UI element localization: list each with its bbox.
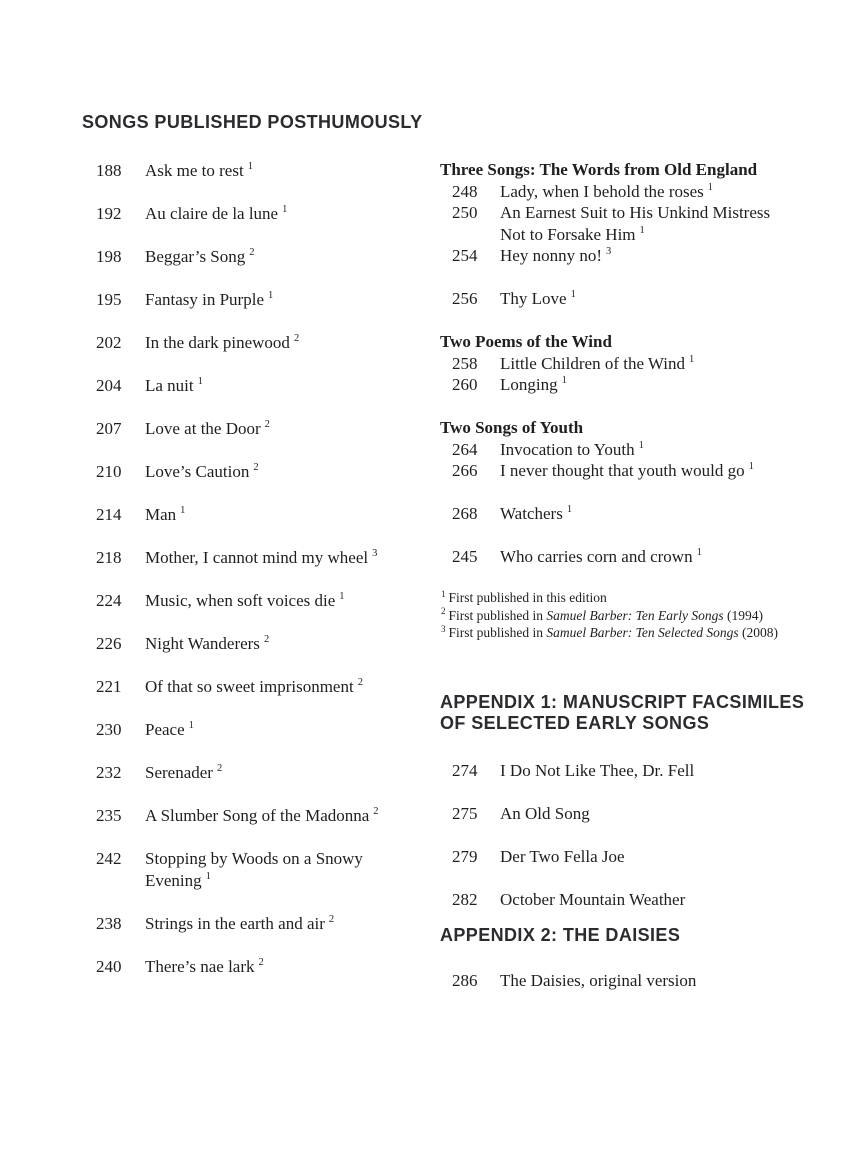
song-group xyxy=(440,159,850,267)
entry-title-line: Serenader xyxy=(145,763,213,782)
entry-title-line: An Old Song xyxy=(500,804,590,823)
entry-title-line: A Slumber Song of the Madonna xyxy=(145,806,370,825)
entry-title xyxy=(500,460,812,482)
footnote-marker: 2 xyxy=(263,634,270,646)
entry-page-number: 260 xyxy=(452,375,478,394)
footnote-marker: 1 xyxy=(339,591,345,603)
entry-title-line: Who carries corn and crown xyxy=(500,547,693,566)
entry-title xyxy=(500,439,812,461)
song-group xyxy=(440,546,850,568)
song-group xyxy=(440,417,850,482)
footnote-marker: 2 xyxy=(441,606,446,616)
footnote-marker: 2 xyxy=(328,913,335,925)
entry-title xyxy=(500,202,812,245)
entry-title-line: I Do Not Like Thee, Dr. Fell xyxy=(500,761,695,780)
toc-entry xyxy=(96,848,431,891)
entry-page-number: 195 xyxy=(96,290,122,309)
entry-title-line: Lady, when I behold the roses xyxy=(500,181,704,201)
footnote-marker: 1 xyxy=(197,376,203,388)
entry-page-number: 256 xyxy=(452,289,478,308)
toc-entry xyxy=(96,547,431,569)
song-group-header: Two Songs of Youth xyxy=(440,418,584,437)
entry-page-number: 245 xyxy=(452,547,478,566)
footnote xyxy=(440,589,860,607)
entry-title-line: Stopping by Woods on a Snowy xyxy=(145,849,363,868)
entry-title xyxy=(500,181,812,203)
entry-title xyxy=(500,374,812,396)
entry-title-line: Au claire de la lune xyxy=(145,204,279,223)
footnote-marker: 3 xyxy=(441,623,446,634)
entry-page-number: 258 xyxy=(452,353,478,373)
footnote-marker: 1 xyxy=(748,461,754,473)
entry-title-line: Man xyxy=(145,505,177,524)
footnote xyxy=(440,624,860,642)
toc-entry xyxy=(96,375,431,397)
appendix-1-entries xyxy=(440,760,850,932)
footnote-text: First published in xyxy=(448,607,547,623)
entry-title-line: La nuit xyxy=(145,376,194,395)
entry-title xyxy=(145,160,411,182)
entry-title xyxy=(145,332,411,354)
footnote-marker: 1 xyxy=(570,289,576,301)
right-column-song-groups xyxy=(440,159,850,589)
footnote-marker: 1 xyxy=(696,547,702,559)
appendix-2-heading-line: APPENDIX 2: THE DAISIES xyxy=(440,925,681,945)
footnote-text: First published in this edition xyxy=(448,590,607,605)
toc-entry xyxy=(96,762,431,784)
entry-page-number: 266 xyxy=(452,461,478,480)
entry-title-line: October Mountain Weather xyxy=(500,890,686,909)
toc-entry xyxy=(440,460,850,482)
footnote-marker: 3 xyxy=(605,246,612,258)
entry-page-number: 238 xyxy=(96,913,122,933)
toc-entry xyxy=(96,676,431,698)
entry-title xyxy=(145,719,411,741)
page-title: SONGS PUBLISHED POSTHUMOUSLY xyxy=(82,112,423,132)
entry-title-line: The Daisies, original version xyxy=(500,971,697,990)
toc-entry xyxy=(440,503,850,525)
entry-page-number: 207 xyxy=(96,419,122,438)
entry-title xyxy=(145,848,411,891)
entry-title-line: Evening xyxy=(145,870,202,890)
entry-title xyxy=(500,245,812,267)
song-group xyxy=(440,288,850,310)
toc-entry xyxy=(440,970,850,992)
toc-entry xyxy=(96,633,431,655)
appendix-2-entries xyxy=(440,970,850,1013)
entry-page-number: 248 xyxy=(452,181,478,201)
toc-entry xyxy=(96,590,431,612)
entry-page-number: 282 xyxy=(452,890,478,909)
entry-page-number: 275 xyxy=(452,804,478,823)
entry-title xyxy=(145,418,411,440)
toc-entry xyxy=(440,181,850,203)
footnote-marker: 1 xyxy=(638,439,644,451)
footnote-marker: 2 xyxy=(264,419,270,431)
entry-page-number: 250 xyxy=(452,203,478,222)
footnote-marker: 1 xyxy=(441,588,446,599)
entry-title-line: Strings in the earth and air xyxy=(145,913,325,933)
toc-entry xyxy=(96,289,431,311)
entry-title-line: An Earnest Suit to His Unkind Mistress xyxy=(500,203,771,222)
appendix-1-heading-line-2: OF SELECTED EARLY SONGS xyxy=(440,713,710,733)
entry-page-number: 192 xyxy=(96,204,122,223)
footnote-marker: 1 xyxy=(247,161,253,173)
left-column xyxy=(96,160,431,999)
toc-entry xyxy=(440,546,850,568)
entry-page-number: 232 xyxy=(96,763,122,782)
footnote-marker: 1 xyxy=(268,290,274,302)
entry-title-line: In the dark pinewood xyxy=(145,333,290,352)
entry-title xyxy=(145,676,411,698)
entry-title xyxy=(145,956,411,978)
song-group xyxy=(440,503,850,525)
footnote-marker: 2 xyxy=(253,462,259,474)
entry-title xyxy=(500,889,685,911)
toc-entry xyxy=(440,760,850,782)
entry-title xyxy=(145,375,411,397)
toc-entry xyxy=(96,332,431,354)
footnote-marker: 1 xyxy=(561,375,567,387)
toc-entry xyxy=(96,719,431,741)
entry-page-number: 204 xyxy=(96,376,122,395)
entry-title-line: Love at the Door xyxy=(145,419,261,438)
entry-title xyxy=(145,289,411,311)
toc-entry xyxy=(96,246,431,268)
toc-entry xyxy=(96,418,431,440)
toc-entry xyxy=(440,889,850,911)
entry-title xyxy=(145,547,411,569)
entry-title-line: Love’s Caution xyxy=(145,462,250,481)
entry-title xyxy=(145,246,411,268)
entry-title xyxy=(500,546,812,568)
entry-title-line: Little Children of the Wind xyxy=(500,353,686,373)
entry-page-number: 214 xyxy=(96,505,122,524)
footnote-marker: 2 xyxy=(373,806,379,818)
entry-title-line: Ask me to rest xyxy=(145,161,244,180)
entry-page-number: 235 xyxy=(96,806,122,825)
entry-title xyxy=(500,503,812,525)
entry-title xyxy=(500,760,694,782)
song-group-header: Two Poems of the Wind xyxy=(440,332,612,351)
entry-page-number: 218 xyxy=(96,548,122,567)
entry-title-line: Watchers xyxy=(500,504,563,523)
footnote-marker: 1 xyxy=(282,204,288,216)
entry-title xyxy=(145,913,411,935)
toc-entry xyxy=(96,913,431,935)
entry-title-line: Fantasy in Purple xyxy=(145,290,264,309)
footnote-marker: 1 xyxy=(180,505,186,517)
toc-entry xyxy=(440,374,850,396)
entry-page-number: 202 xyxy=(96,333,122,352)
entry-title xyxy=(145,504,411,526)
entry-title-line: Der Two Fella Joe xyxy=(500,847,625,866)
footnote-book-title: Samuel Barber: Ten Selected Songs xyxy=(546,625,739,640)
entry-title-line: Mother, I cannot mind my wheel xyxy=(145,548,369,567)
entry-title-line: Invocation to Youth xyxy=(500,439,635,459)
footnote-text: First published in xyxy=(448,625,547,640)
footnote-text: (2008) xyxy=(738,625,778,640)
appendix-1-heading-line-1: APPENDIX 1: MANUSCRIPT FACSIMILES xyxy=(440,692,805,712)
toc-entry xyxy=(96,956,431,978)
entry-page-number: 210 xyxy=(96,462,122,481)
entry-title xyxy=(500,803,590,825)
entry-page-number: 226 xyxy=(96,634,122,653)
footnote-marker: 1 xyxy=(205,870,211,882)
entry-title xyxy=(145,461,411,483)
toc-entry xyxy=(96,504,431,526)
footnote-book-title: Samuel Barber: Ten Early Songs xyxy=(546,607,724,623)
toc-entry xyxy=(440,846,850,868)
footnotes-block xyxy=(440,589,860,642)
entry-title-line: Music, when soft voices die xyxy=(145,591,336,610)
footnote-marker: 2 xyxy=(249,247,255,259)
footnote-marker: 1 xyxy=(639,224,645,236)
entry-page-number: 240 xyxy=(96,956,122,976)
entry-title xyxy=(145,590,411,612)
footnote-marker: 1 xyxy=(566,504,573,516)
toc-entry xyxy=(96,805,431,827)
toc-entry xyxy=(96,461,431,483)
footnote-marker: 2 xyxy=(293,333,300,345)
entry-page-number: 274 xyxy=(452,761,478,780)
entry-page-number: 188 xyxy=(96,161,122,180)
toc-entry xyxy=(440,439,850,461)
entry-title-line: Beggar’s Song xyxy=(145,247,246,266)
entry-title-line: Hey nonny no! xyxy=(500,246,602,265)
toc-entry xyxy=(440,288,850,310)
entry-title-line: There’s nae lark xyxy=(145,956,255,976)
toc-entry xyxy=(440,245,850,267)
entry-page-number: 268 xyxy=(452,504,478,523)
entry-page-number: 264 xyxy=(452,439,478,459)
entry-title-line: Night Wanderers xyxy=(145,634,260,653)
footnote-text: (1994) xyxy=(723,607,764,623)
entry-page-number: 230 xyxy=(96,720,122,739)
entry-title xyxy=(500,846,625,868)
footnote-marker: 1 xyxy=(689,353,695,365)
appendix-1-heading xyxy=(440,692,840,734)
footnote-marker: 2 xyxy=(258,956,264,968)
entry-page-number: 198 xyxy=(96,247,122,266)
song-group xyxy=(440,331,850,396)
entry-title xyxy=(145,633,411,655)
footnote-marker: 1 xyxy=(707,181,714,193)
entry-title xyxy=(500,353,812,375)
entry-title xyxy=(145,805,411,827)
entry-page-number: 254 xyxy=(452,246,478,265)
toc-entry xyxy=(440,803,850,825)
footnote-marker: 1 xyxy=(188,720,194,732)
entry-title xyxy=(145,762,411,784)
footnote-marker: 2 xyxy=(216,763,223,775)
entry-title xyxy=(145,203,411,225)
entry-page-number: 279 xyxy=(452,847,478,866)
song-group-header: Three Songs: The Words from Old England xyxy=(440,160,758,179)
entry-title xyxy=(500,288,812,310)
entry-title-line: I never thought that youth would go xyxy=(500,461,745,480)
entry-page-number: 286 xyxy=(452,971,478,990)
entry-title-line: Not to Forsake Him xyxy=(500,224,636,244)
entry-title-line: Of that so sweet imprisonment xyxy=(145,677,354,696)
footnote-marker: 3 xyxy=(372,548,378,560)
entry-title-line: Longing xyxy=(500,375,558,394)
toc-entry xyxy=(96,160,431,182)
entry-title xyxy=(500,970,696,992)
entry-page-number: 224 xyxy=(96,591,122,610)
toc-entry xyxy=(96,203,431,225)
entry-page-number: 242 xyxy=(96,849,122,868)
footnote-marker: 2 xyxy=(357,677,363,689)
appendix-2-heading xyxy=(440,925,840,946)
footnote xyxy=(440,607,860,625)
toc-entry xyxy=(440,353,850,375)
entry-title-line: Peace xyxy=(145,720,185,739)
toc-entry xyxy=(440,202,850,245)
entry-title-line: Thy Love xyxy=(500,289,567,308)
entry-page-number: 221 xyxy=(96,677,122,696)
